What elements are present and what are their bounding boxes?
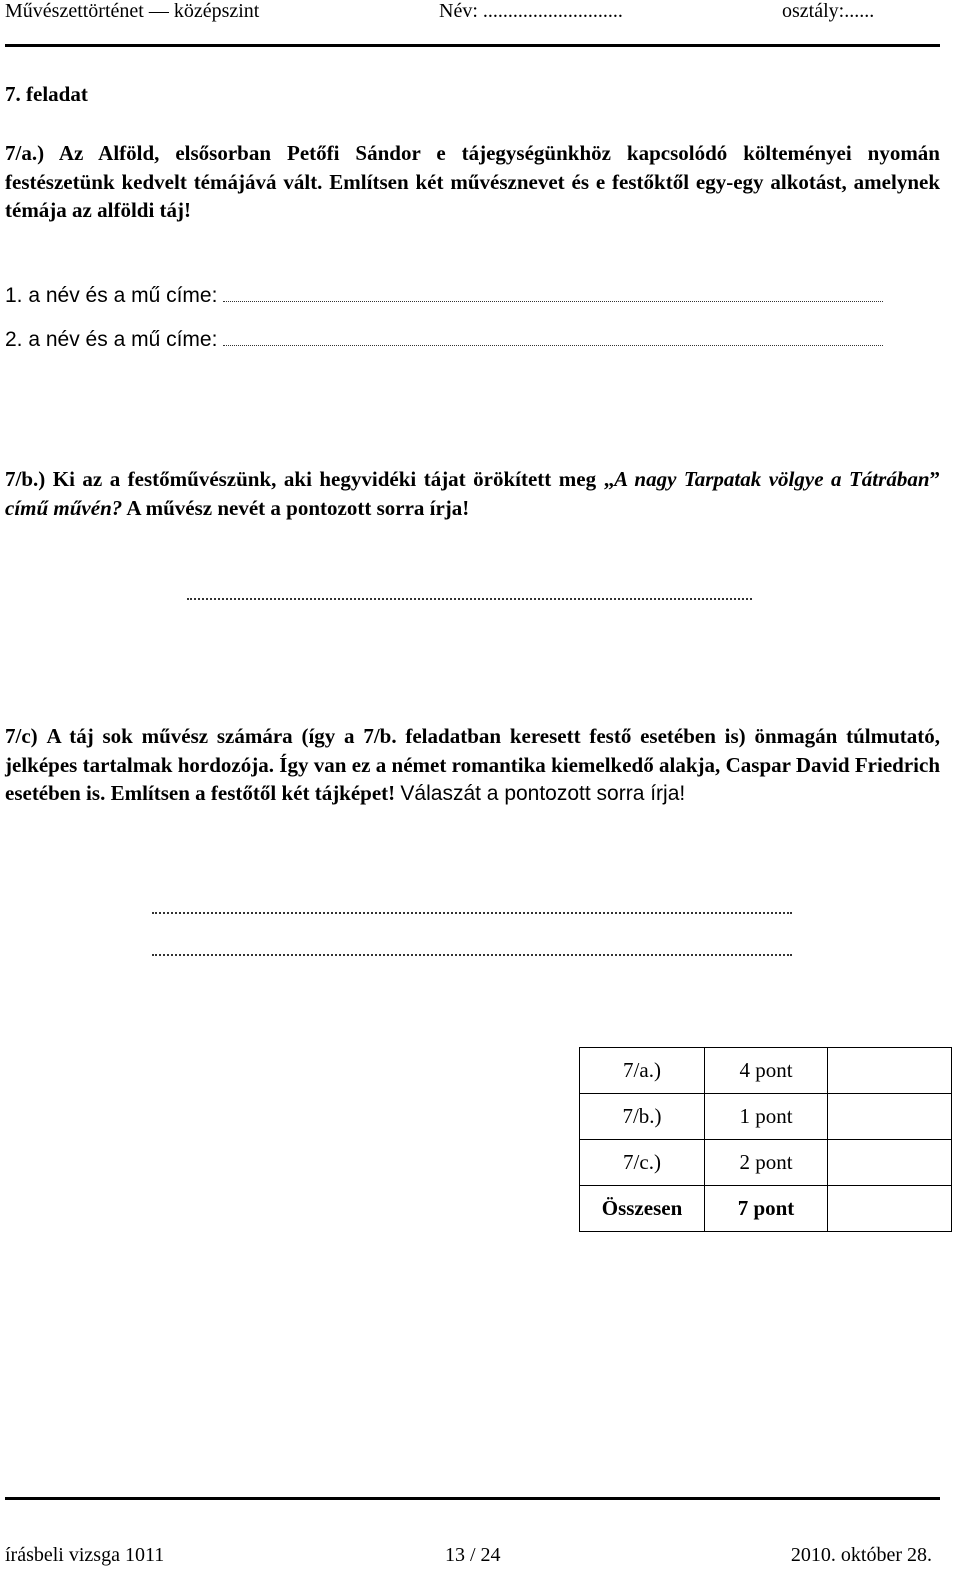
score-points-total: 7 pont — [705, 1186, 828, 1232]
task-7c-text-normal: Válaszát a pontozott sorra írja! — [400, 782, 686, 805]
task-7b-text-before: Ki az a festőművészünk, aki hegyvidéki tájat örökített meg — [52, 467, 597, 491]
task-7b-quote-close: ” — [929, 467, 940, 491]
answer-line-1-dots — [223, 284, 883, 302]
task-7a-label: 7/a.) — [5, 141, 45, 165]
score-earned[interactable] — [828, 1140, 952, 1186]
score-points: 1 pont — [705, 1094, 828, 1140]
score-points: 2 pont — [705, 1140, 828, 1186]
table-row — [580, 1094, 952, 1140]
task-7a-text: Az Alföld, elsősorban Petőfi Sándor e tájegységünkhöz kapcsolódó költeményei nyomán festészetünk kedvelt témájává vált. Említsen két művésznevet és e festőktől egy-egy alkotást, amelynek témája az alföldi táj! — [5, 141, 940, 222]
score-part: 7/c.) — [580, 1140, 705, 1186]
header-subject: Művészettörténet — középszint — [5, 0, 260, 22]
header-class-field: osztály:...... — [782, 0, 875, 22]
answer-line-2-dots — [223, 328, 883, 346]
task-7b-quote-open: „ — [603, 467, 615, 491]
score-points: 4 pont — [705, 1048, 828, 1094]
table-row — [580, 1140, 952, 1186]
task-7c-prompt — [5, 722, 940, 809]
score-earned[interactable] — [828, 1048, 952, 1094]
score-part: 7/a.) — [580, 1048, 705, 1094]
score-table — [579, 1047, 952, 1232]
header-rule — [5, 44, 940, 47]
answer-line-1[interactable] — [5, 281, 940, 311]
task-7b-text-after: című művén? — [5, 495, 123, 520]
footer-page-number: 13 / 24 — [445, 1544, 501, 1566]
task-7b-instruction: A művész nevét a pontozott sorra írja! — [126, 495, 470, 520]
task-7b-artwork: A nagy Tarpatak völgye a Tátrában — [614, 467, 930, 491]
score-earned[interactable] — [828, 1094, 952, 1140]
task-7a-prompt — [5, 139, 940, 225]
score-part-total: Összesen — [580, 1186, 705, 1232]
footer-date: 2010. október 28. — [790, 1544, 932, 1566]
table-row — [580, 1186, 952, 1232]
answer-line-1-label: 1. a név és a mű címe: — [5, 284, 218, 307]
header-name-field: Név: ............................ — [439, 0, 623, 22]
table-row — [580, 1048, 952, 1094]
footer-exam: írásbeli vizsga 1011 — [5, 1544, 165, 1566]
answer-line-2[interactable] — [5, 325, 940, 355]
task-7b-prompt — [5, 465, 940, 522]
task-title: 7. feladat — [5, 82, 88, 106]
task-7b-label: 7/b.) — [5, 467, 46, 491]
answer-line-7c-2[interactable] — [152, 954, 792, 956]
page-header — [5, 0, 940, 26]
answer-line-7b[interactable] — [187, 598, 752, 600]
footer-rule — [5, 1497, 940, 1500]
page-footer — [5, 1544, 940, 1570]
score-earned-total[interactable] — [828, 1186, 952, 1232]
task-7c-label: 7/c) — [5, 724, 38, 748]
score-part: 7/b.) — [580, 1094, 705, 1140]
task-7c-text-bold: A táj sok művész számára (így a 7/b. feladatban keresett festő esetében is) önmagán túlmutató, jelképes tartalmak hordozója. Így van ez a német romantika kiemelkedő alakja, Caspar David Friedrich esetében is. Említsen a festőtől két tájképet! — [5, 724, 940, 805]
answer-line-7c-1[interactable] — [152, 912, 792, 914]
answer-line-2-label: 2. a név és a mű címe: — [5, 328, 218, 351]
